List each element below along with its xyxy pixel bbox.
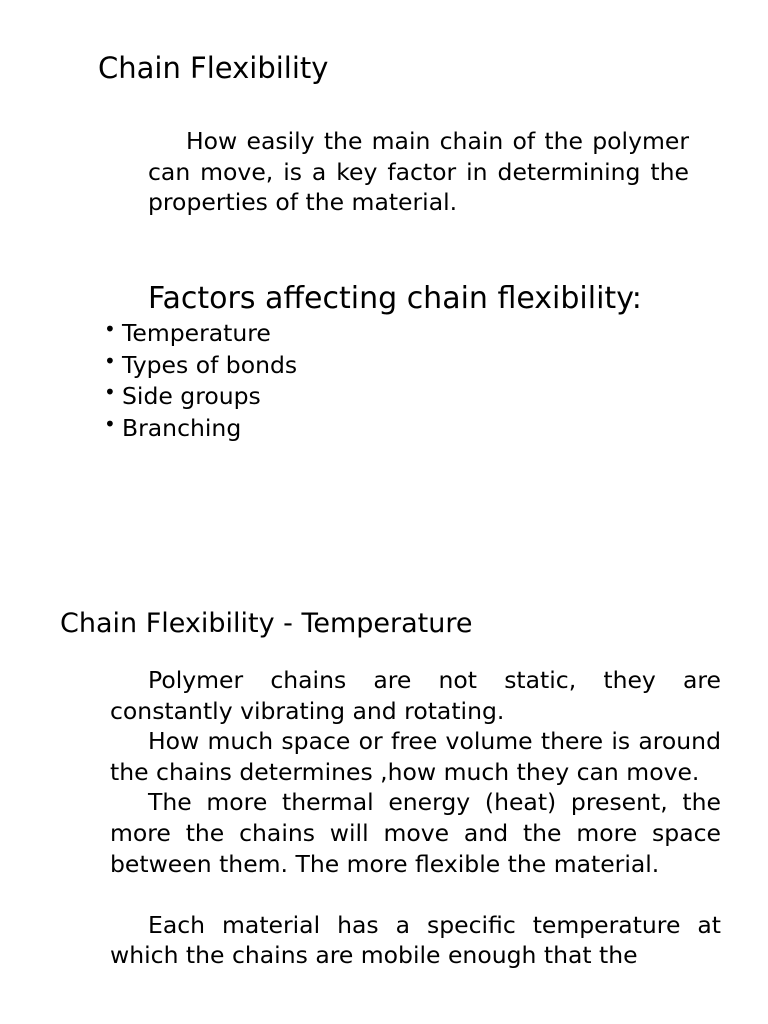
bullet-icon: • <box>104 348 116 373</box>
slide-chain-flexibility-temperature <box>0 580 768 1024</box>
list-item <box>100 413 297 445</box>
slide-title: Chain Flexibility <box>98 51 329 85</box>
bullet-icon: • <box>104 411 116 436</box>
list-item <box>100 318 297 350</box>
intro-paragraph: How easily the main chain of the polymer can move, is a key factor in determining the properties of the material. <box>148 127 689 217</box>
bullet-icon: • <box>104 380 116 404</box>
paragraph-chains-not-static: Polymer chains are not static, they are constantly vibrating and rotating. <box>110 666 721 725</box>
paragraph-thermal-energy: The more thermal energy (heat) present, the more the chains will move and the more space between them. The more flexible the material. <box>110 788 721 878</box>
list-item <box>100 381 297 413</box>
slide-body <box>110 665 721 971</box>
factor-side-groups: Side groups <box>122 382 261 410</box>
factors-list <box>100 318 297 444</box>
factor-branching: Branching <box>122 413 242 442</box>
list-item <box>100 350 297 382</box>
factors-heading: Factors affecting chain flexibility: <box>148 281 642 316</box>
factor-types-of-bonds: Types of bonds <box>122 350 298 379</box>
paragraph-specific-temperature: Each material has a specific temperature at which the chains are mobile enough that the <box>110 910 721 970</box>
factor-temperature: Temperature <box>122 319 271 347</box>
bullet-icon: • <box>104 317 116 341</box>
paragraph-free-volume: How much space or free volume there is around the chains determines ,how much they can move. <box>110 727 721 786</box>
slide-title: Chain Flexibility - Temperature <box>60 608 473 639</box>
